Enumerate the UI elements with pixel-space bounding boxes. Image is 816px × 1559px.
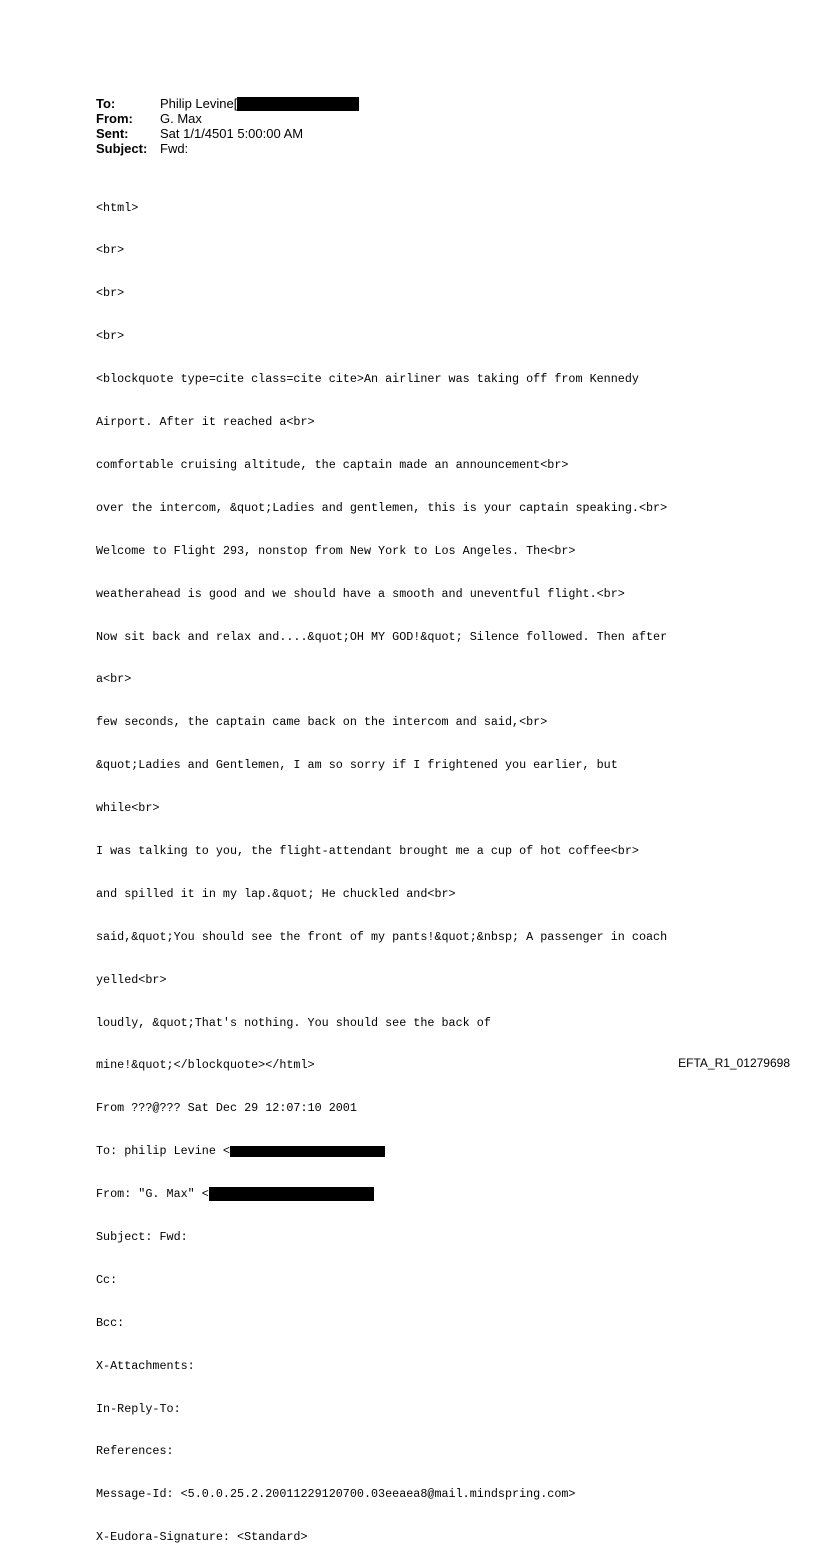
body-from-text: From: "G. Max" < [96, 1187, 209, 1202]
body-line: Welcome to Flight 293, nonstop from New York to Los Angeles. The<br> [96, 543, 576, 558]
email-body [96, 172, 667, 1559]
body-line-to [96, 1144, 667, 1158]
header-subject-row [96, 141, 359, 156]
body-line: and spilled it in my lap.&quot; He chuckled and<br> [96, 886, 456, 901]
body-line: Now sit back and relax and....&quot;OH MY GOD!&quot; Silence followed. Then after [96, 629, 668, 644]
body-line: I was talking to you, the flight-attendant brought me a cup of hot coffee<br> [96, 843, 639, 858]
body-line: a<br> [96, 672, 132, 687]
body-line: said,&quot;You should see the front of my pants!&quot;&nbsp; A passenger in coach [96, 929, 668, 944]
body-line: <br> [96, 329, 125, 344]
body-line: Cc: [96, 1272, 118, 1287]
to-value-wrap [160, 96, 359, 111]
subject-label: Subject: [96, 141, 148, 156]
body-line: Airport. After it reached a<br> [96, 415, 315, 430]
subject-value: Fwd: [160, 141, 189, 156]
body-to-text: To: philip Levine < [96, 1144, 230, 1159]
redaction-box [230, 1146, 385, 1157]
body-line: Message-Id: <5.0.0.25.2.20011229120700.03eeaea8@mail.mindspring.com> [96, 1487, 576, 1502]
body-line: loudly, &quot;That's nothing. You should see the back of [96, 1015, 491, 1030]
sent-label: Sent: [96, 126, 129, 141]
body-line: From ???@??? Sat Dec 29 12:07:10 2001 [96, 1101, 357, 1116]
body-line: X-Attachments: [96, 1358, 195, 1373]
body-line: comfortable cruising altitude, the captain made an announcement<br> [96, 457, 569, 472]
body-line: <br> [96, 243, 125, 258]
from-label: From: [96, 111, 133, 126]
sent-value: Sat 1/1/4501 5:00:00 AM [160, 126, 304, 141]
header-from-row [96, 111, 359, 126]
redaction-box [237, 97, 359, 111]
body-line: References: [96, 1444, 174, 1459]
body-line: &quot;Ladies and Gentlemen, I am so sorry if I frightened you earlier, but [96, 758, 618, 773]
header-sent-row [96, 126, 359, 141]
body-line: few seconds, the captain came back on the intercom and said,<br> [96, 715, 548, 730]
body-line: Subject: Fwd: [96, 1229, 188, 1244]
body-line: Bcc: [96, 1315, 125, 1330]
header-to-row [96, 96, 359, 111]
to-label: To: [96, 96, 116, 111]
body-line: over the intercom, &quot;Ladies and gentlemen, this is your captain speaking.<br> [96, 500, 668, 515]
from-value: G. Max [160, 111, 202, 126]
body-line-from [96, 1187, 667, 1201]
body-line: mine!&quot;</blockquote></html> [96, 1058, 315, 1073]
body-line: In-Reply-To: [96, 1401, 181, 1416]
to-value: Philip Levine[ [160, 96, 238, 111]
body-line: <br> [96, 286, 125, 301]
document-id: EFTA_R1_01279698 [678, 1056, 790, 1070]
body-line: X-Eudora-Signature: <Standard> [96, 1530, 308, 1545]
body-line: <blockquote type=cite class=cite cite>An airliner was taking off from Kennedy [96, 372, 639, 387]
body-line: <html> [96, 200, 139, 215]
body-line: yelled<br> [96, 972, 167, 987]
email-header [96, 96, 359, 156]
body-line: while<br> [96, 801, 160, 816]
body-line: weatherahead is good and we should have a smooth and uneventful flight.<br> [96, 586, 625, 601]
redaction-box [209, 1187, 374, 1201]
